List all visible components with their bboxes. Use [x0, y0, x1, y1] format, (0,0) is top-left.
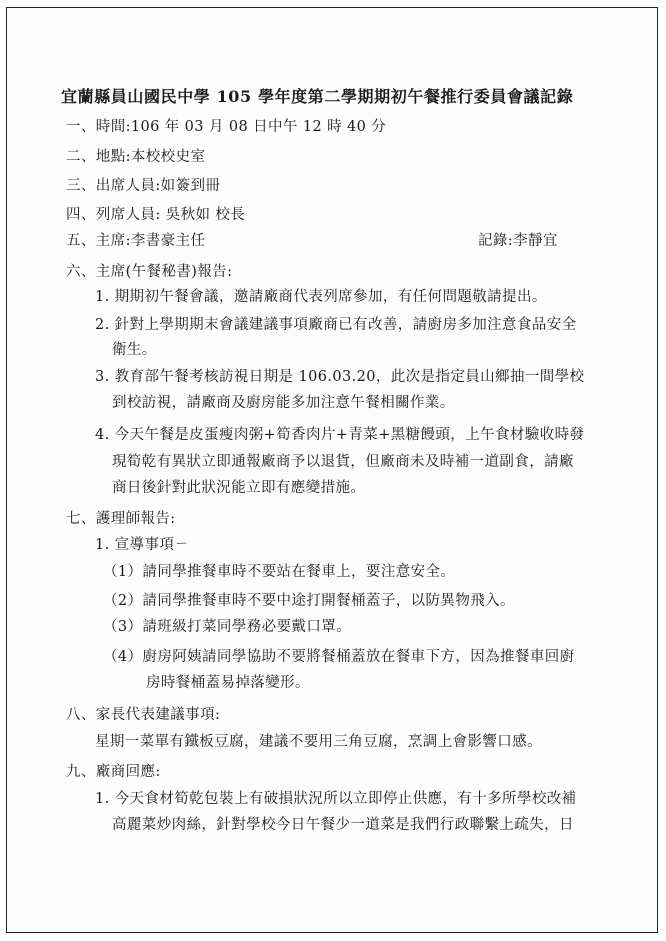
meeting-place: 二、地點:本校校史室: [66, 149, 206, 165]
meeting-attendees: 三、出席人員:如簽到冊: [66, 178, 221, 194]
list-item: 到校訪視，請廠商及廚房能多加注意午餐相關作業。: [112, 395, 455, 411]
section-heading: 九、廠商回應:: [66, 764, 161, 780]
list-item: （1）請同學推餐車時不要站在餐車上，要注意安全。: [103, 564, 456, 580]
meeting-chair: 五、主席:李書豪主任: [66, 233, 206, 249]
list-item: （2）請同學推餐車時不要中途打開餐桶蓋子，以防異物飛入。: [103, 593, 515, 609]
list-item: （3）請班級打菜同學務必要戴口罩。: [103, 619, 352, 635]
list-item: 衛生。: [112, 342, 157, 358]
list-item: 現筍乾有異狀立即通報廠商予以退貨，但廠商未及時補一道副食，請廠: [112, 454, 574, 470]
section-heading: 六、主席(午餐秘書)報告:: [66, 264, 233, 280]
list-item: 4. 今天午餐是皮蛋瘦肉粥+筍香肉片+青菜+黑糖饅頭，上午食材驗收時發: [95, 427, 585, 443]
list-item: 星期一菜單有鐵板豆腐，建議不要用三角豆腐，烹調上會影響口感。: [95, 734, 542, 750]
list-item: 2. 針對上學期期末會議建議事項廠商已有改善，請廚房多加注意食品安全: [95, 317, 577, 333]
list-item: 商日後針對此狀況能立即有應變措施。: [112, 480, 366, 496]
meeting-recorder: 記錄:李靜宜: [478, 233, 558, 249]
list-item: 高麗菜炒肉絲，針對學校今日午餐少一道菜是我們行政聯繫上疏失，日: [112, 817, 574, 833]
list-item: 3. 教育部午餐考核訪視日期是 106.03.20，此次是指定員山鄉抽一間學校: [95, 369, 585, 385]
section-heading: 八、家長代表建議事項:: [66, 707, 221, 723]
section-heading: 七、護理師報告:: [66, 511, 176, 527]
list-item: （4）廚房阿姨請同學協助不要將餐桶蓋放在餐車下方，因為推餐車回廚: [103, 649, 575, 665]
list-item: 1. 期期初午餐會議，邀請廠商代表列席參加，有任何問題敬請提出。: [95, 289, 547, 305]
list-item: 1. 今天食材筍乾包裝上有破損狀況所以立即停止供應，有十多所學校改補: [95, 791, 577, 807]
meeting-observers: 四、列席人員: 吳秋如 校長: [66, 207, 246, 223]
list-item: 1. 宣導事項ㄧ: [95, 537, 190, 553]
meeting-time: 一、時間:106 年 03 月 08 日中午 12 時 40 分: [66, 119, 387, 135]
list-item: 房時餐桶蓋易掉落變形。: [146, 675, 310, 691]
document-title: 宜蘭縣員山國民中學 105 學年度第二學期期初午餐推行委員會議記錄: [61, 87, 574, 106]
